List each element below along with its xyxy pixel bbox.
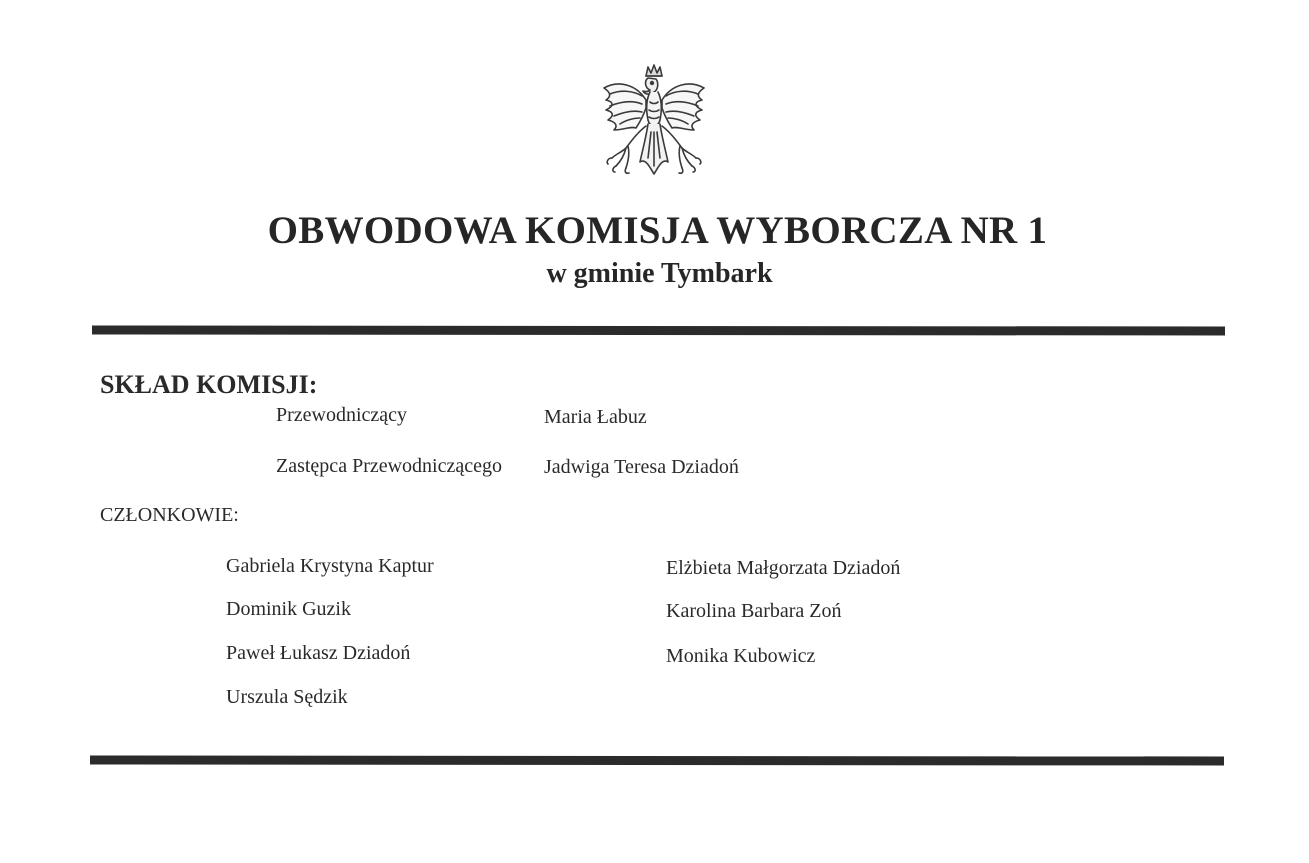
- member-left-1: Gabriela Krystyna Kaptur: [226, 555, 434, 577]
- chair-name: Maria Łabuz: [544, 406, 647, 428]
- composition-heading: SKŁAD KOMISJI:: [100, 370, 318, 399]
- eagle-emblem-icon: [596, 62, 712, 190]
- top-divider: [92, 326, 1225, 336]
- chair-role-label: Przewodniczący: [276, 404, 408, 426]
- member-left-3: Paweł Łukasz Dziadoń: [226, 642, 411, 664]
- bottom-divider: [90, 756, 1224, 766]
- document-title: OBWODOWA KOMISJA WYBORCZA NR 1: [267, 209, 1048, 252]
- document-subtitle: w gminie Tymbark: [546, 258, 773, 289]
- deputy-chair-role-label: Zastępca Przewodniczącego: [276, 455, 502, 477]
- member-right-3: Monika Kubowicz: [666, 645, 816, 667]
- member-left-2: Dominik Guzik: [226, 598, 351, 620]
- member-left-4: Urszula Sędzik: [226, 686, 348, 708]
- members-heading: CZŁONKOWIE:: [100, 504, 239, 526]
- member-right-1: Elżbieta Małgorzata Dziadoń: [666, 557, 901, 579]
- member-right-2: Karolina Barbara Zoń: [666, 600, 842, 622]
- deputy-chair-name: Jadwiga Teresa Dziadoń: [544, 456, 739, 478]
